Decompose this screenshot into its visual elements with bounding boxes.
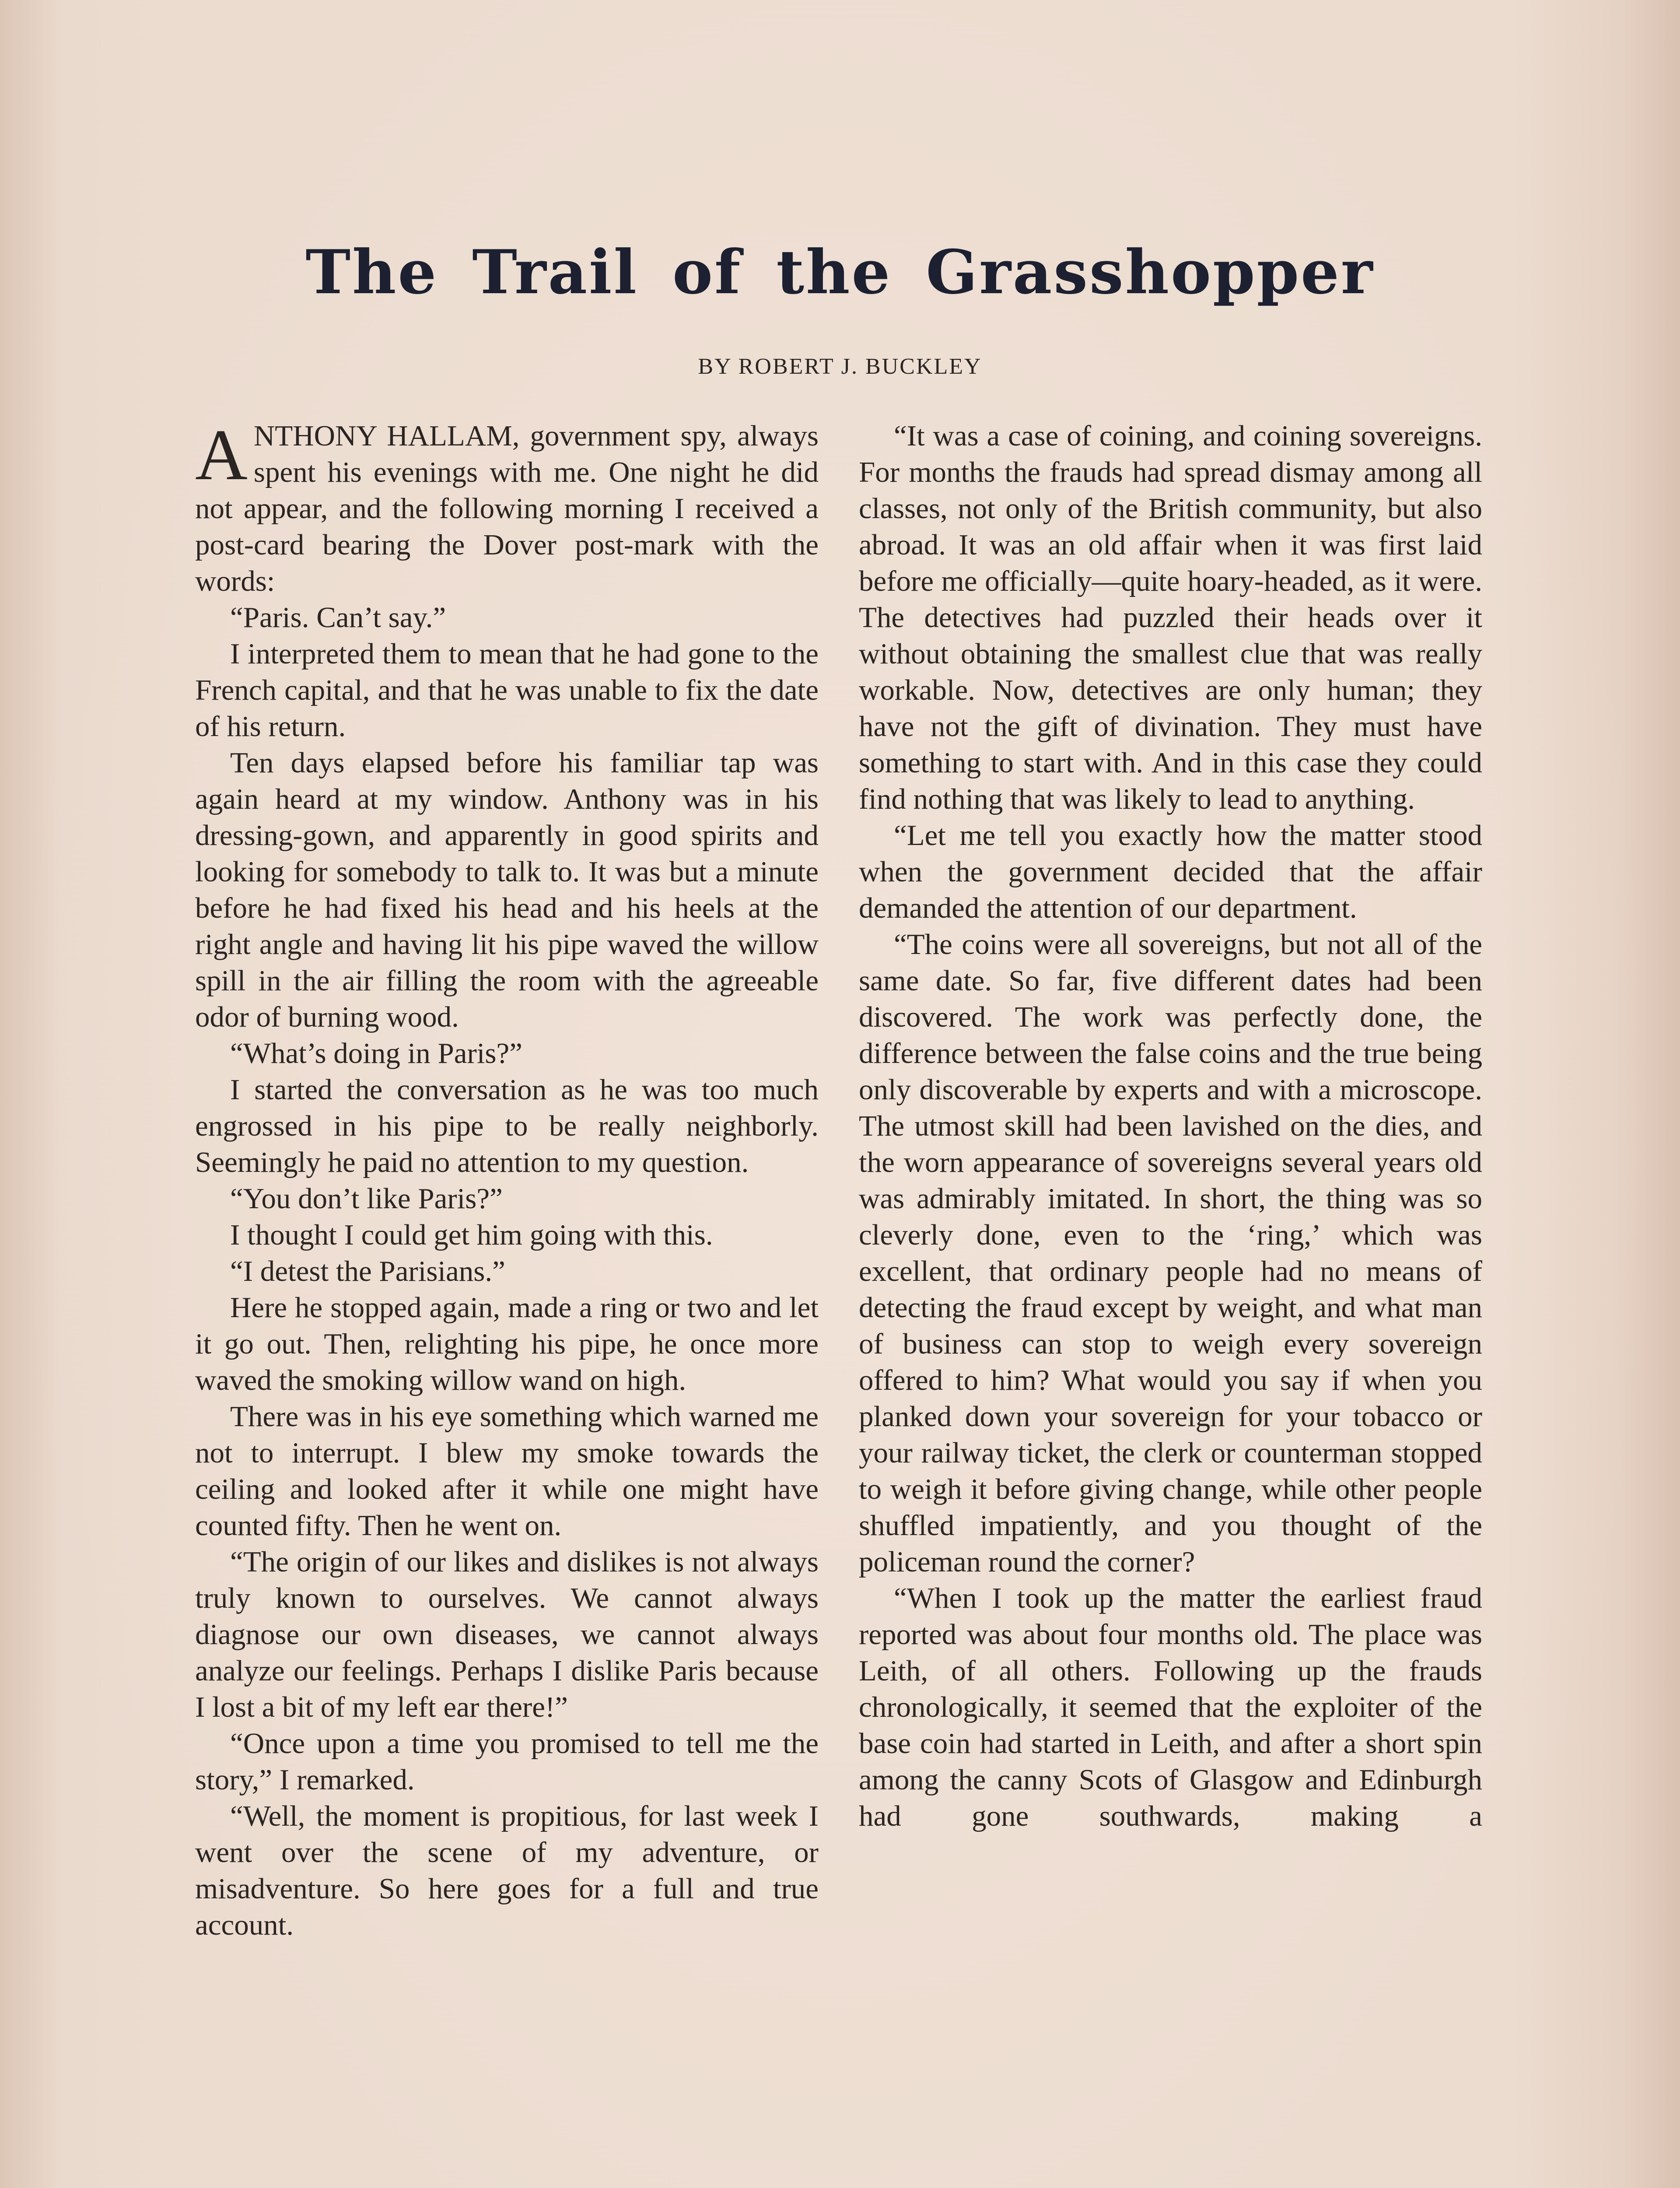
paragraph: “The origin of our likes and dislikes is not always truly known to ourselves. We cannot always diagnose our own diseases, we cannot always analyze our feelings. Perhaps I dislike Paris because I lost a bit of my left ear there!” [195,1546,819,1723]
paragraph: “Well, the moment is propitious, for last week I went over the scene of my adventure, or misadventure. So here goes for a full and true account. [195,1800,819,1941]
paragraph: Here he stopped again, made a ring or two and let it go out. Then, relighting his pipe, he once more waved the smoking willow wand on high. [195,1291,819,1396]
paragraph: I thought I could get him going with this. [230,1219,713,1251]
paragraph: “When I took up the matter the earliest fraud reported was about four months old. The place was Leith, of all others. Following up the frauds chronologically, it seemed that the exploiter of the base coin had started in Leith, and after a short spin among the canny Scots of Glasgow and Edinburgh had gone southwards, making a [859,1582,1482,1832]
paragraph: “What’s doing in Paris?” [230,1037,522,1069]
paragraph: There was in his eye something which warned me not to interrupt. I blew my smoke towards the ceiling and looked after it while one might have counted fifty. Then he went on. [195,1400,819,1542]
paragraph-text: NTHONY HALLAM, government spy, always spent his evenings with me. One night he did not appear, and the following morning I received a post-card bearing the Dover post-mark with the words: [195,420,819,597]
paragraph: I interpreted them to mean that he had gone to the French capital, and that he was unable to fix the date of his return. [195,638,819,743]
article-byline: BY ROBERT J. BUCKLEY [698,354,982,379]
right-column [859,418,1482,1834]
drop-cap: A [195,414,248,495]
paragraph: I started the conversation as he was too much engrossed in his pipe to be really neighborly. Seemingly he paid no attention to my question. [195,1073,819,1178]
paragraph [195,414,819,600]
paragraph: “Once upon a time you promised to tell me the story,” I remarked. [195,1727,819,1796]
paragraph: “Paris. Can’t say.” [230,601,446,634]
paragraph: “Let me tell you exactly how the matter stood when the government decided that the affair demanded the attention of our department. [859,819,1482,924]
article-title: The Trail of the Grasshopper [305,236,1375,308]
paragraph: “The coins were all sovereigns, but not all of the same date. So far, five different dates had been discovered. The work was perfectly done, the difference between the false coins and the true being only discoverable by experts and with a microscope. The utmost skill had been lavished on the dies, and the worn appearance of sovereigns several years old was admirably imitated. In short, the thing was so cleverly done, even to the ‘ring,’ which was excellent, that ordinary people had no means of detecting the fraud except by weight, and what man of business can stop to weigh every sovereign offered to him? What would you say if when you planked down your sovereign for your tobacco or your railway ticket, the clerk or counterman stopped to weigh it before giving change, while other people shuffled impatiently, and you thought of the policeman round the corner? [859,928,1482,1578]
paragraph: Ten days elapsed before his familiar tap was again heard at my window. Anthony was in his dressing-gown, and apparently in good spirits and looking for somebody to talk to. It was but a minute before he had fixed his head and his heels at the right angle and having lit his pipe waved the willow spill in the air filling the room with the agreeable odor of burning wood. [195,747,819,1033]
paragraph: “I detest the Parisians.” [230,1255,505,1287]
left-column [195,414,819,1943]
paragraph: “You don’t like Paris?” [230,1182,503,1215]
paragraph: “It was a case of coining, and coining sovereigns. For months the frauds had spread dismay among all classes, not only of the British community, but also abroad. It was an old affair when it was first laid before me officially—quite hoary-headed, as it were. The detectives had puzzled their heads over it without obtaining the smallest clue that was really workable. Now, detectives are only human; they have not the gift of divination. They must have something to start with. And in this case they could find nothing that was likely to lead to anything. [859,420,1482,815]
